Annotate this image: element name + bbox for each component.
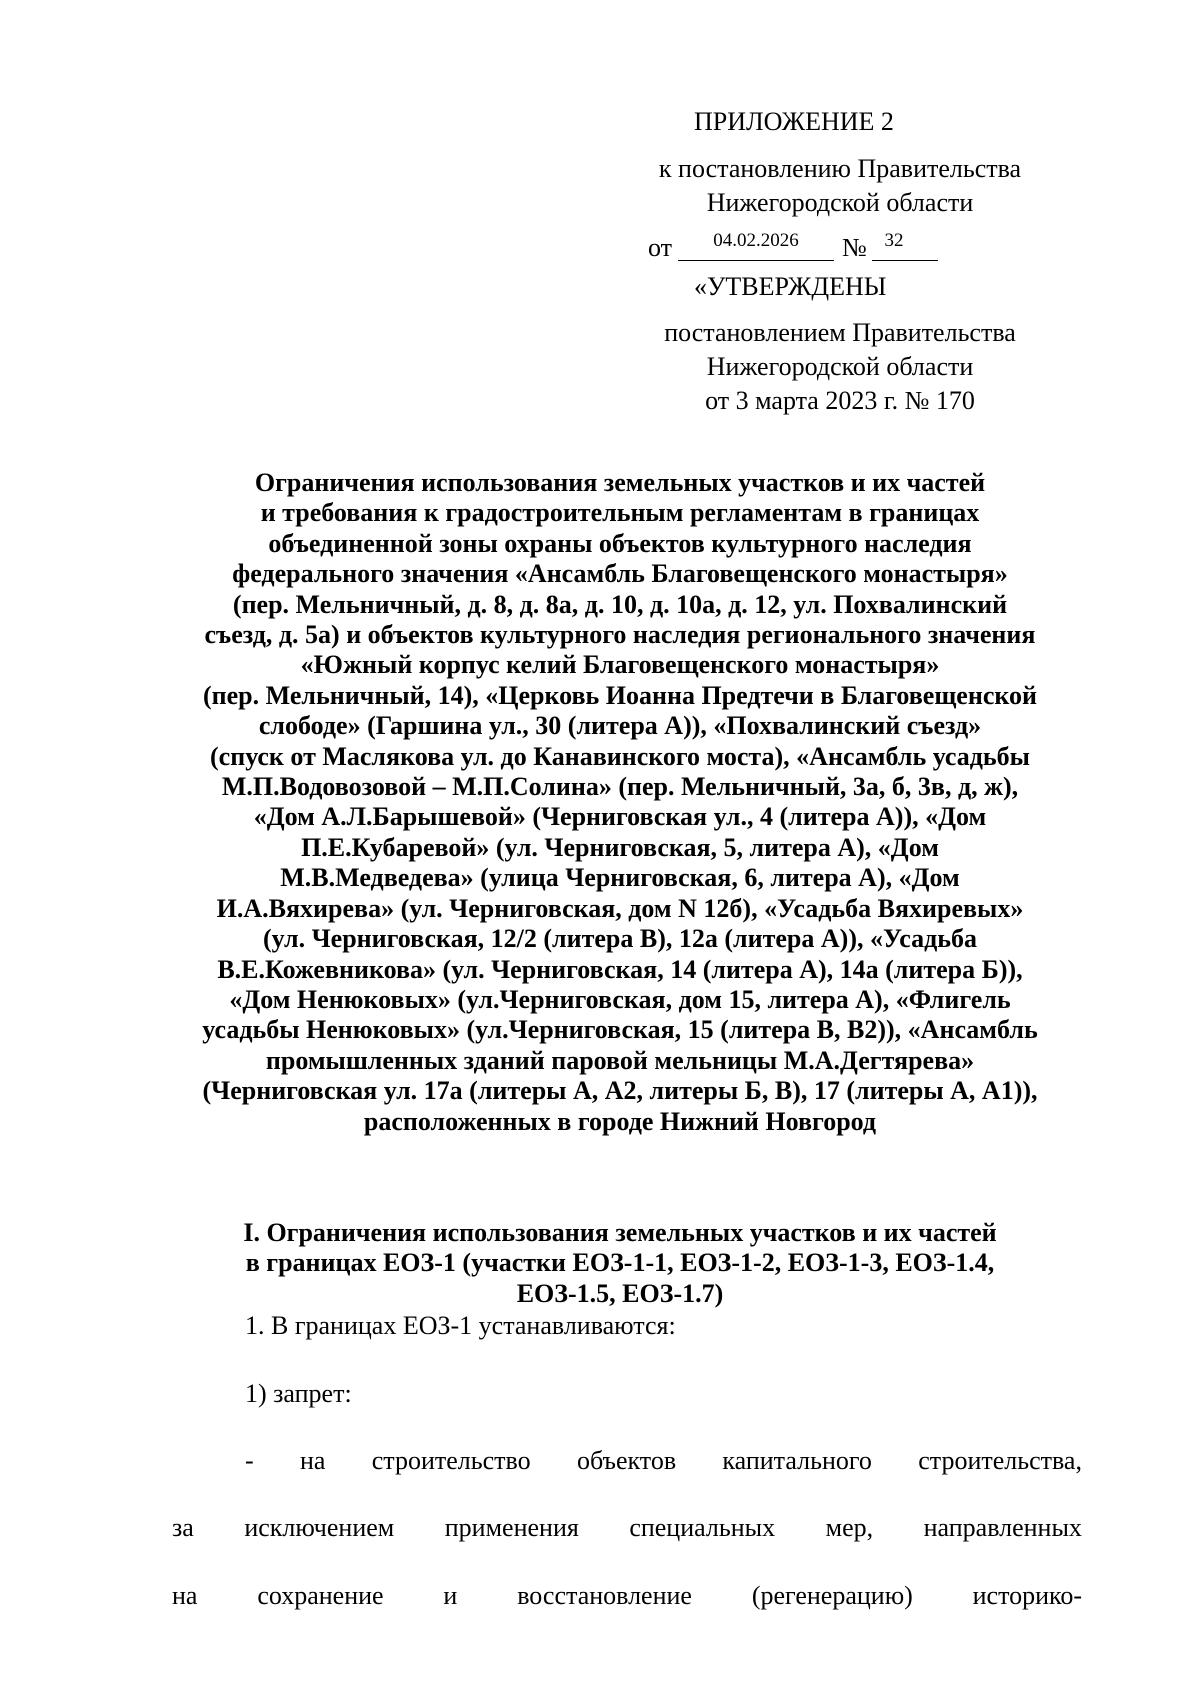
number-label: № [842, 233, 867, 262]
title-line: (пер. Мельничный, д. 8, д. 8а, д. 10, д. 10а, д. 12, ул. Похвалинский [232, 589, 1008, 619]
title-line: (пер. Мельничный, 14), «Церковь Иоанна Предтечи в Благовещенской [203, 680, 1037, 710]
title-line: П.Е.Кубаревой» (ул. Черниговская, 5, литера А), «Дом [301, 832, 939, 862]
approved-title: «УТВЕРЖДЕНЫ [694, 272, 887, 301]
word: объектов [576, 1446, 677, 1475]
justified-line-2 [172, 1513, 1082, 1543]
title-line: Ограничения использования земельных участков и их частей [254, 468, 986, 497]
title-line: объединенной зоны охраны объектов культурного наследия [268, 528, 972, 558]
resolution-reference [640, 152, 1040, 220]
word: на [172, 1581, 198, 1610]
title-line: слободе» (Гаршина ул., 30 (литера А)), «Похвалинский съезд» [258, 711, 982, 741]
justified-line-3 [172, 1581, 1082, 1611]
word: мер, [825, 1513, 874, 1542]
justified-line-1 [245, 1446, 1082, 1476]
resolution-line: к постановлению Правительства [658, 154, 1022, 183]
approved-line: Нижегородской области [706, 352, 974, 381]
word: и [443, 1581, 458, 1610]
title-line: «Дом Ненюковых» (ул.Черниговская, дом 15, литера А), «Флигель [229, 984, 1011, 1014]
title-line: усадьбы Ненюковых» (ул.Черниговская, 15 (литера В, В2)), «Ансамбль [202, 1015, 1038, 1045]
title-line: И.А.Вяхирева» (ул. Черниговская, дом N 12б), «Усадьба Вяхиревых» [216, 893, 1024, 923]
number-underline [872, 260, 938, 261]
title-line: (Черниговская ул. 17а (литеры А, А2, литеры Б, В), 17 (литеры А, А1)), [202, 1076, 1038, 1106]
word: восстановление [517, 1581, 692, 1610]
title-line: (спуск от Маслякова ул. до Канавинского моста), «Ансамбль усадьбы [210, 741, 1030, 771]
section-line: ЕОЗ-1.5, ЕОЗ-1.7) [516, 1278, 724, 1308]
title-line: В.Е.Кожевникова» (ул. Черниговская, 14 (литера А), 14а (литера Б)), [217, 954, 1023, 984]
word: историко- [972, 1581, 1082, 1610]
title-line: «Южный корпус келий Благовещенского монастыря» [300, 650, 940, 680]
word: направленных [923, 1513, 1082, 1542]
word: за [172, 1513, 194, 1542]
approved-reference [640, 316, 1040, 418]
title-line: расположенных в городе Нижний Новгород [363, 1106, 877, 1136]
section-line: I. Ограничения использования земельных участков и их частей [243, 1218, 997, 1247]
title-line: (ул. Черниговская, 12/2 (литера В), 12а (литера А)), «Усадьба [262, 924, 978, 954]
word: применения [444, 1513, 579, 1542]
word: (регенерацию) [751, 1581, 913, 1610]
section-line: в границах ЕОЗ-1 (участки ЕОЗ-1-1, ЕОЗ-1-2, ЕОЗ-1-3, ЕОЗ-1.4, [245, 1248, 995, 1278]
title-line: съезд, д. 5а) и объектов культурного наследия регионального значения [204, 620, 1036, 650]
word: строительства, [918, 1446, 1082, 1475]
resolution-line: Нижегородской области [706, 188, 974, 217]
title-line: федерального значения «Ансамбль Благовещенского монастыря» [232, 559, 1008, 589]
paragraph-1: 1. В границах ЕОЗ-1 устанавливаются: [245, 1311, 676, 1340]
word: исключением [244, 1513, 395, 1542]
approved-line: от 3 марта 2023 г. № 170 [705, 386, 975, 415]
title-line: промышленных зданий паровой мельницы М.А.Дегтярева» [265, 1045, 975, 1075]
word: на [299, 1446, 326, 1475]
title-line: «Дом А.Л.Барышевой» (Черниговская ул., 4 (литера А)), «Дом [253, 802, 987, 832]
word: - [245, 1446, 254, 1475]
title-line: М.П.Водовозовой – М.П.Солина» (пер. Мельничный, 3а, б, 3в, д, ж), [221, 772, 1019, 802]
word: капитального [722, 1446, 872, 1475]
title-line: М.В.Медведева» (улица Черниговская, 6, литера А), «Дом [280, 863, 960, 893]
word: строительство [371, 1446, 531, 1475]
approved-line: постановлением Правительства [664, 318, 1016, 347]
document-title [160, 468, 1080, 1137]
word: сохранение [257, 1581, 384, 1610]
signature-row [640, 230, 1040, 266]
section-heading [160, 1218, 1080, 1309]
number-value: 32 [884, 230, 904, 251]
appendix-title: ПРИЛОЖЕНИЕ 2 [694, 107, 894, 136]
date-value: 04.02.2026 [713, 230, 799, 251]
word: специальных [629, 1513, 776, 1542]
date-underline [678, 260, 834, 261]
from-label: от [648, 233, 673, 262]
title-line: и требования к градостроительным регламентам в границах [260, 498, 980, 528]
paragraph-2: 1) запрет: [245, 1379, 352, 1408]
